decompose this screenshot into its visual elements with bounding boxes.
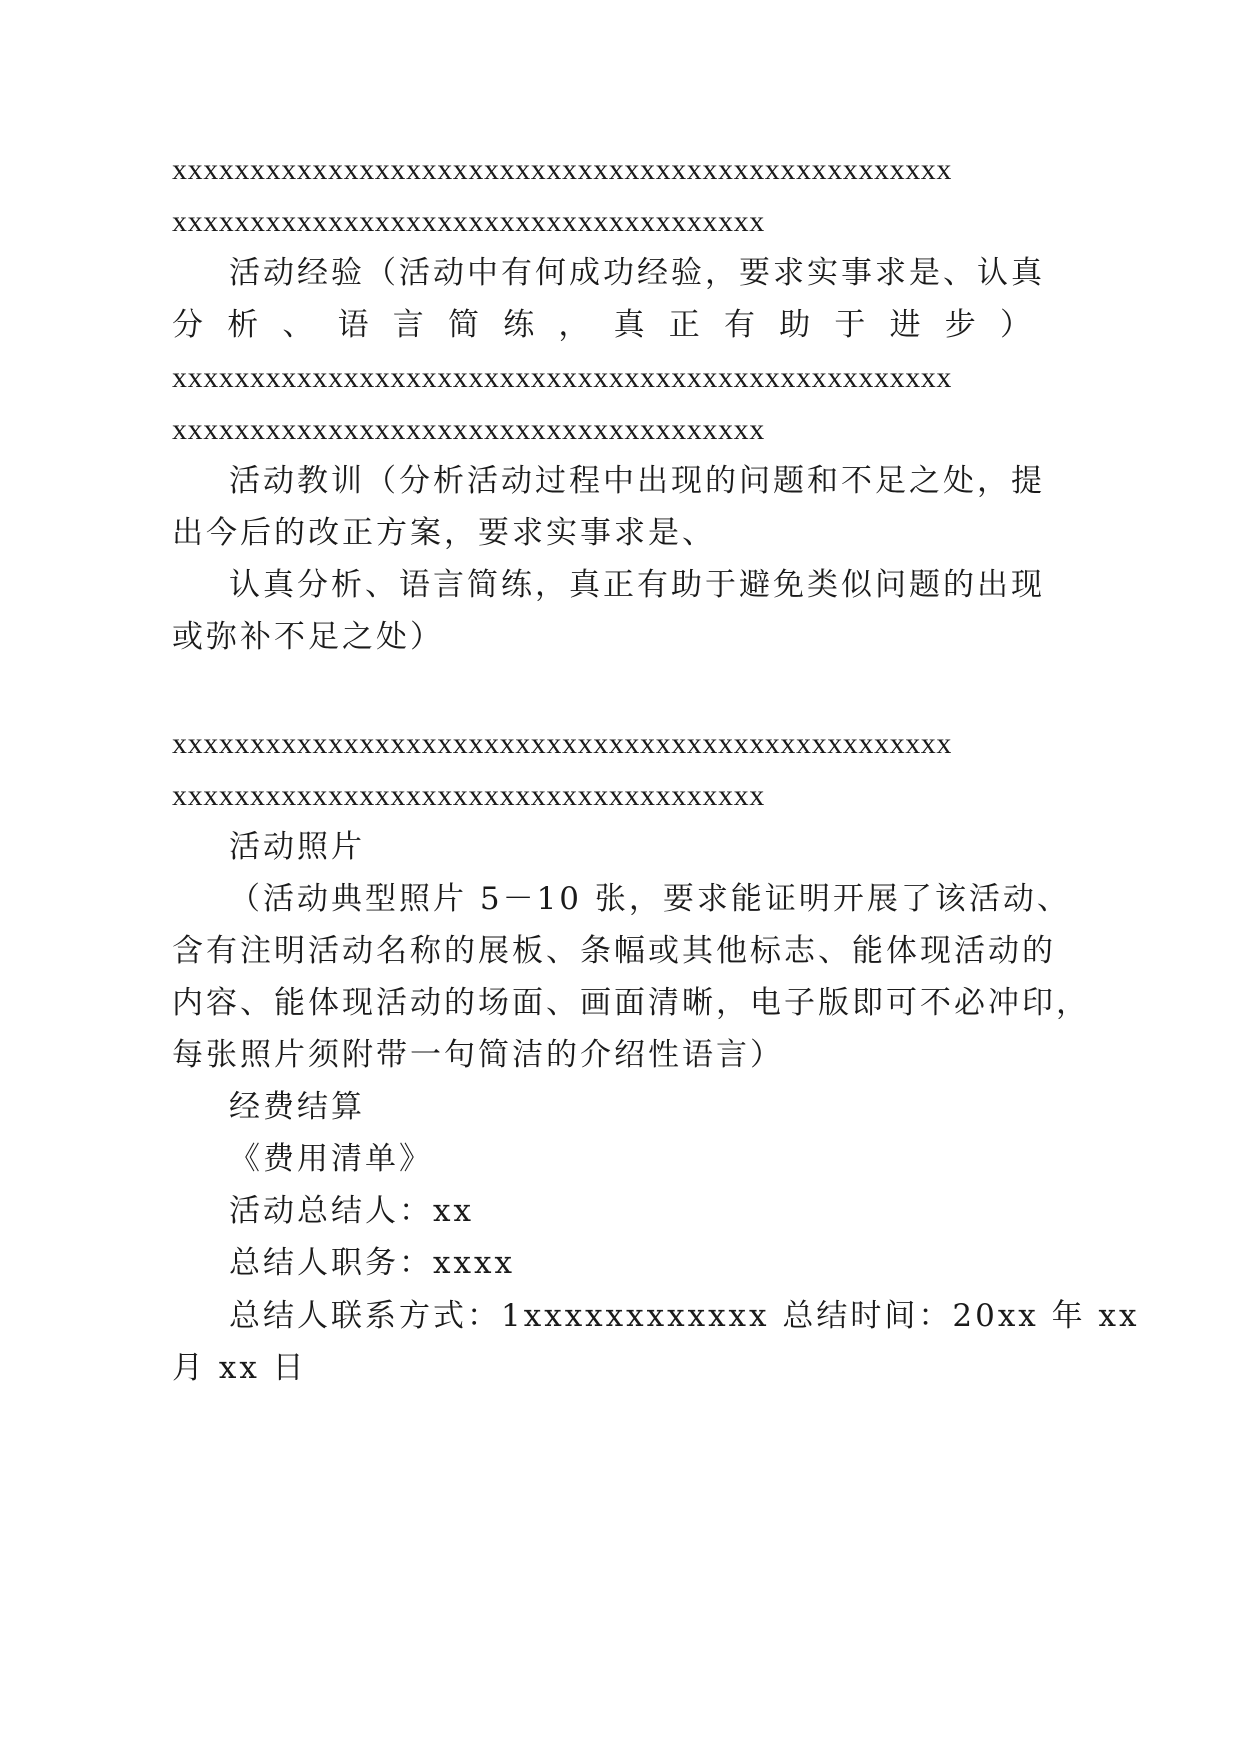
placeholder-text-line: xxxxxxxxxxxxxxxxxxxxxxxxxxxxxxxxxxxxxxxxxxxxxxxxxx <box>172 727 952 760</box>
experience-description-line: 分 析 、 语 言 简 练 ， 真 正 有 助 于 进 步 ） <box>172 307 1034 343</box>
placeholder-text-line: xxxxxxxxxxxxxxxxxxxxxxxxxxxxxxxxxxxxxxxxxxxxxxxxxx <box>172 361 952 394</box>
lessons-description-line: 认真分析、语言简练，真正有助于避免类似问题的出现 <box>229 567 1045 603</box>
placeholder-text-line: xxxxxxxxxxxxxxxxxxxxxxxxxxxxxxxxxxxxxx <box>172 413 765 446</box>
expense-list-title: 《费用清单》 <box>229 1141 433 1177</box>
placeholder-text-line: xxxxxxxxxxxxxxxxxxxxxxxxxxxxxxxxxxxxxxxxxxxxxxxxxx <box>172 153 952 186</box>
placeholder-text-line: xxxxxxxxxxxxxxxxxxxxxxxxxxxxxxxxxxxxxx <box>172 205 765 238</box>
lessons-heading-line: 活动教训（分析活动过程中出现的问题和不足之处，提 <box>229 463 1045 499</box>
budget-heading: 经费结算 <box>229 1089 365 1125</box>
summarizer-position: 总结人职务：xxxx <box>229 1245 515 1281</box>
photos-heading: 活动照片 <box>229 829 365 865</box>
experience-heading-line: 活动经验（活动中有何成功经验，要求实事求是、认真 <box>229 255 1045 291</box>
photos-description-line: 含有注明活动名称的展板、条幅或其他标志、能体现活动的 <box>172 933 1056 969</box>
summarizer-name: 活动总结人：xx <box>229 1193 474 1229</box>
summary-date-continuation: 月 xx 日 <box>172 1350 307 1386</box>
placeholder-text-line: xxxxxxxxxxxxxxxxxxxxxxxxxxxxxxxxxxxxxx <box>172 779 765 812</box>
lessons-description-line: 或弥补不足之处） <box>172 619 444 655</box>
photos-description-line: （活动典型照片 5－10 张，要求能证明开展了该活动、 <box>229 881 1071 917</box>
lessons-description-line: 出今后的改正方案，要求实事求是、 <box>172 515 716 551</box>
summarizer-contact-and-date: 总结人联系方式：1xxxxxxxxxxxx 总结时间：20xx 年 xx <box>229 1298 1140 1334</box>
photos-description-line: 内容、能体现活动的场面、画面清晰，电子版即可不必冲印， <box>172 985 1090 1021</box>
photos-description-line: 每张照片须附带一句简洁的介绍性语言） <box>172 1037 784 1073</box>
